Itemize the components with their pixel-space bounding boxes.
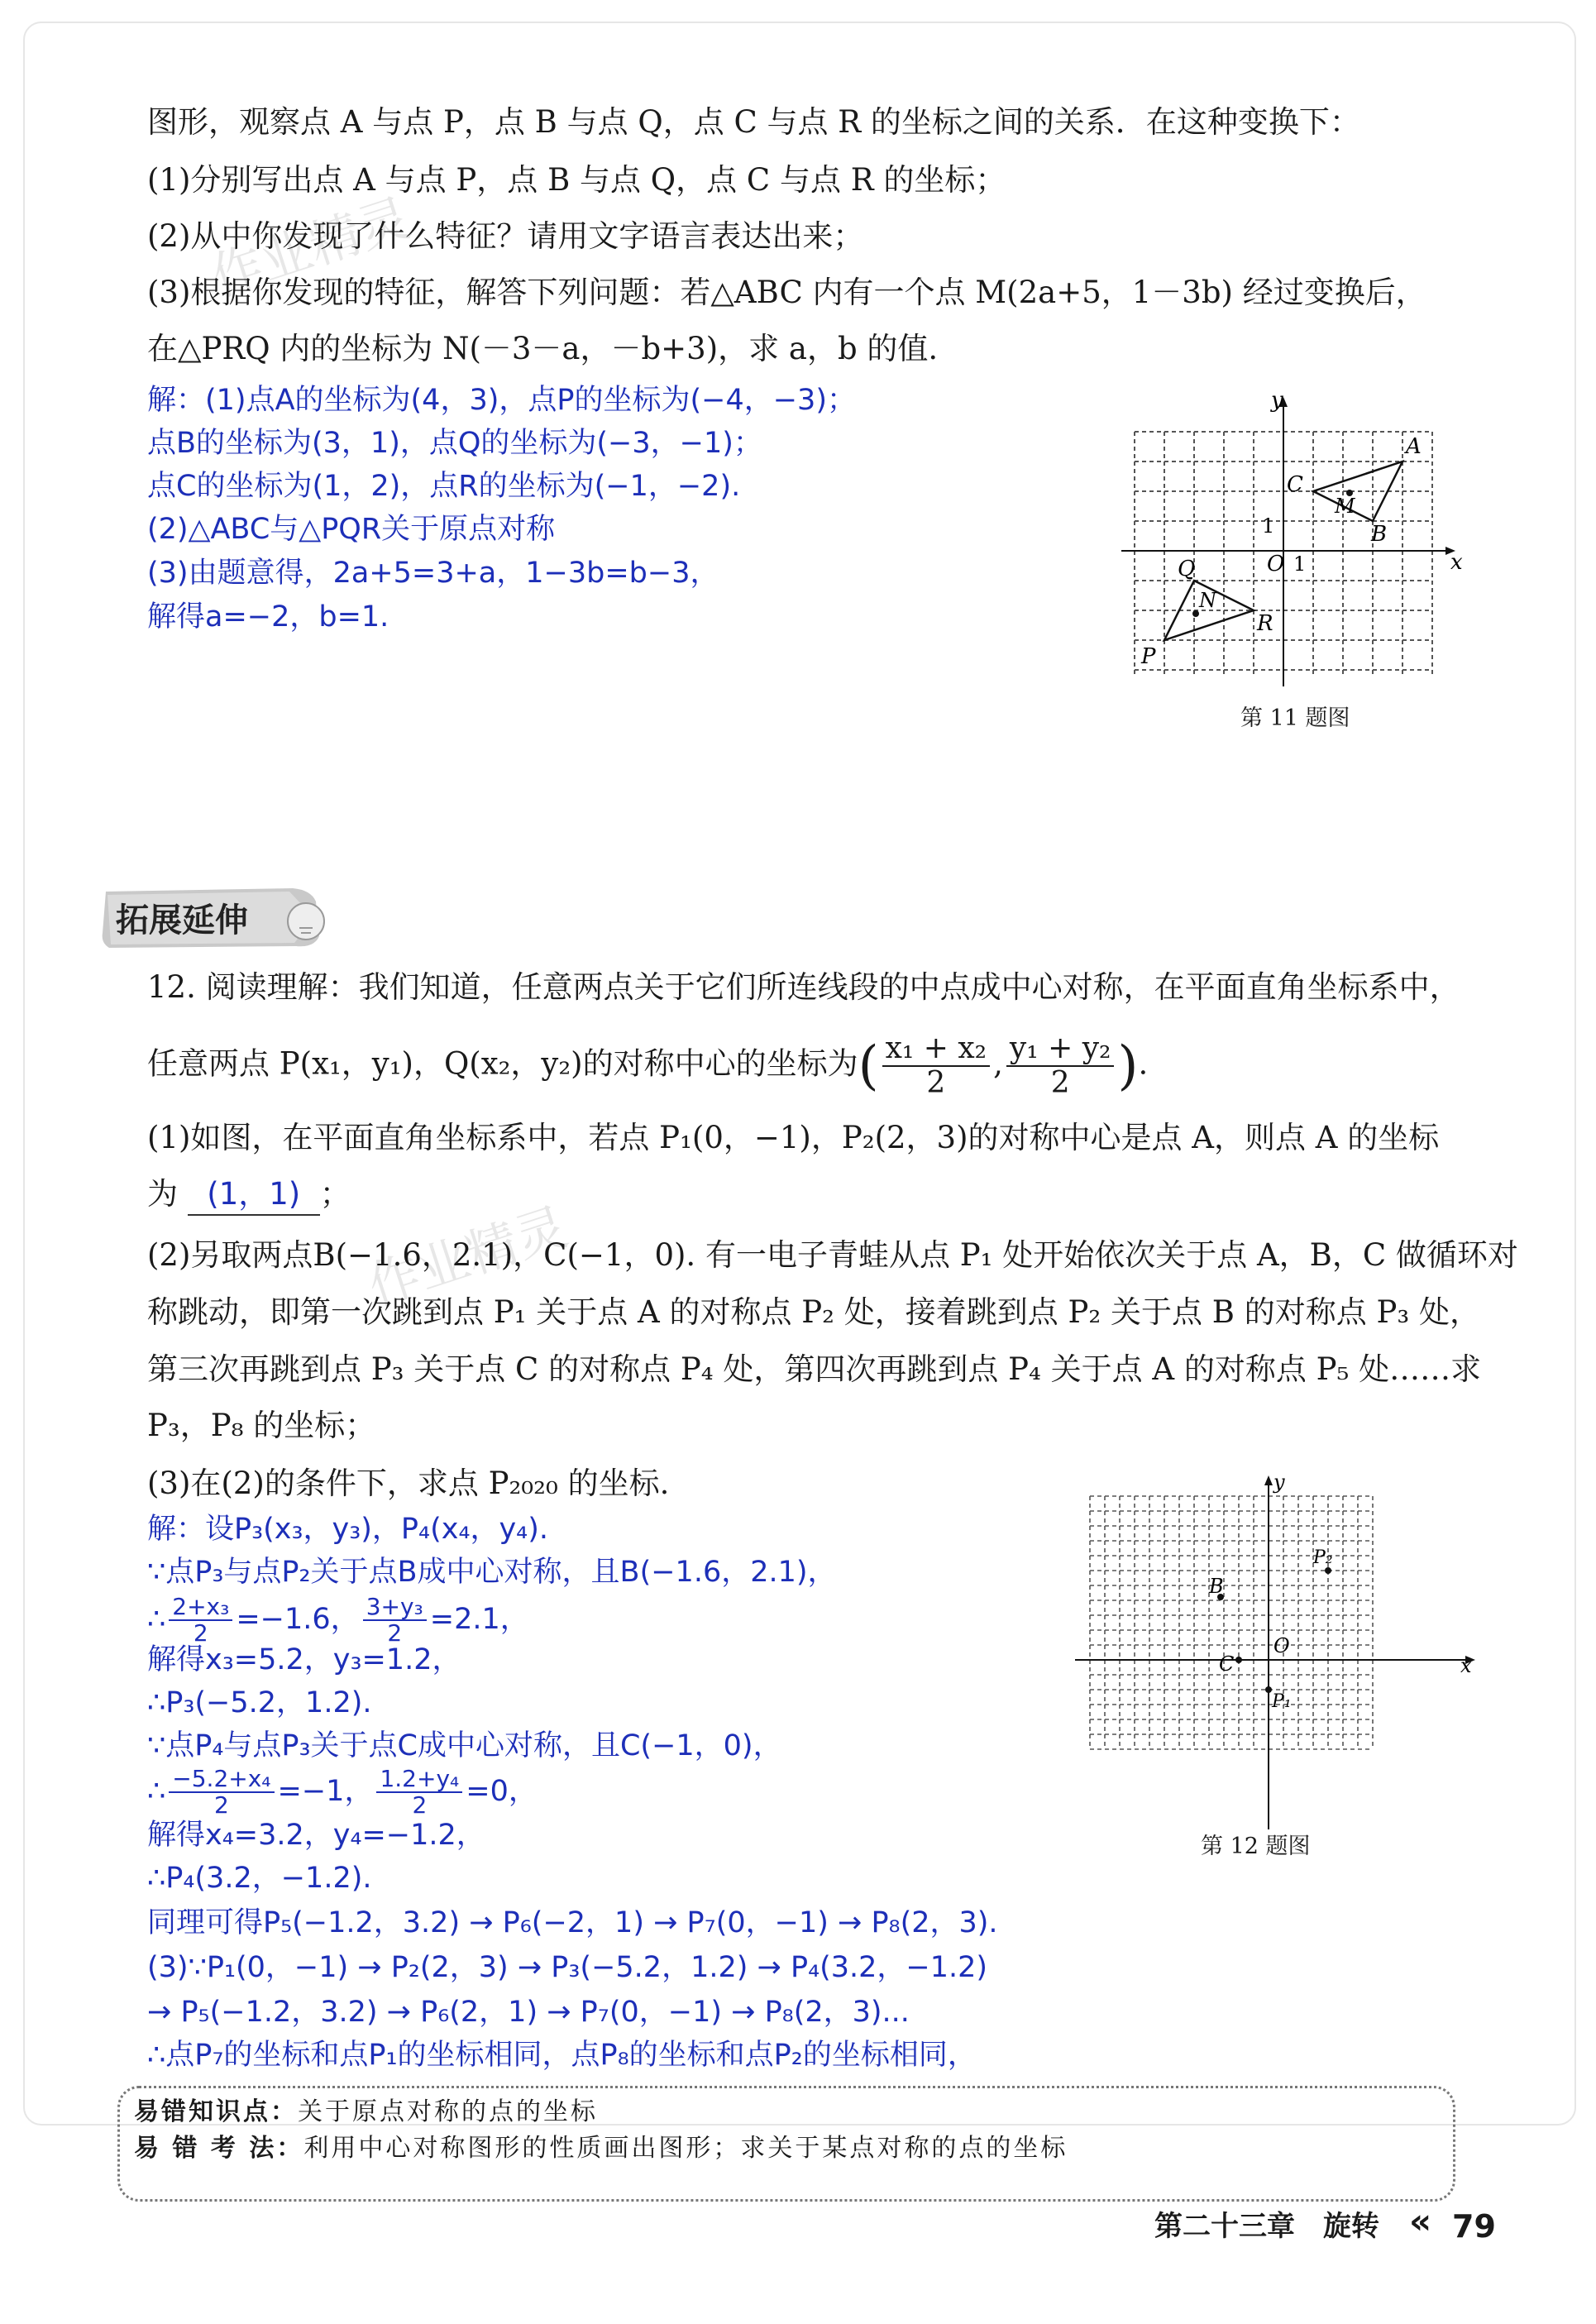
solution-line: 点C的坐标为(1，2)，点R的坐标为(−1，−2). — [147, 470, 741, 503]
tick-label-x: 1 — [1293, 552, 1307, 576]
problem12-part1: (1)如图，在平面直角坐标系中，若点 P₁(0，−1)，P₂(2，3)的对称中心是点 A，则点 A 的坐标 — [147, 1120, 1440, 1155]
solution-line: 解得x₄=3.2，y₄=−1.2， — [147, 1819, 485, 1852]
x-axis-label: x — [1450, 550, 1463, 575]
fraction: $\frac{\text{3+y₃}}{2}$ — [363, 1595, 427, 1646]
label-r: R — [1257, 611, 1273, 636]
solution-line: (3)由题意得，2a+5=3+a，1−3b=b−3， — [147, 557, 719, 590]
label-p2: P₂ — [1313, 1547, 1333, 1568]
label-a: A — [1406, 434, 1422, 459]
point-p1 — [1265, 1686, 1272, 1693]
figure-12 — [1067, 1472, 1480, 1836]
problem12-part1-answer-line: 为 (1，1) ； — [147, 1174, 351, 1216]
fraction-y: $\frac{\text{y₁ + y₂}}{2}$ — [1006, 1032, 1115, 1100]
section-title: 拓展延伸 — [116, 901, 248, 940]
origin-label: O — [1273, 1634, 1290, 1657]
watermark: 作业精灵 — [203, 187, 418, 308]
solution-line: 解得a=−2，b=1. — [147, 600, 389, 634]
solution-line: ∴ $\frac{\text{2+x₃}}{2}$ =−1.6， $\frac{\text{3+y₃}}{2}$ =2.1， — [147, 1593, 529, 1647]
paren-close: ) — [1117, 1035, 1139, 1097]
solution-line: ∴点P₇的坐标和点P₁的坐标相同，点P₈的坐标和点P₂的坐标相同， — [147, 2039, 977, 2072]
solution-line: 点B的坐标为(3，1)，点Q的坐标为(−3，−1)； — [147, 427, 762, 460]
solution-line: 解：设P₃(x₃，y₃)，P₄(x₄，y₄). — [147, 1513, 548, 1546]
problem11-line: 图形，观察点 A 与点 P，点 B 与点 Q，点 C 与点 R 的坐标之间的关系．在这种变换下： — [147, 104, 1360, 140]
footnote-label: 易错知识点： — [134, 2097, 298, 2126]
label-c: C — [1287, 472, 1303, 497]
y-axis-label: y — [1273, 1472, 1285, 1494]
chevron-left-icon: « — [1409, 2201, 1432, 2241]
problem12-part3: (3)在(2)的条件下，求点 P₂₀₂₀ 的坐标. — [147, 1466, 670, 1501]
paren-open: ( — [858, 1035, 879, 1097]
fraction: $\frac{\text{1.2+y₄}}{2}$ — [376, 1767, 462, 1818]
figure-11 — [1118, 389, 1465, 695]
solution-line: ∵点P₄与点P₃关于点C成中心对称，且C(−1，0)， — [147, 1729, 782, 1762]
solution-line: ∴ $\frac{\text{−5.2+x₄}}{2}$ =−1， $\frac{\text{1.2+y₄}}{2}$ =0， — [147, 1765, 538, 1819]
solution-line: → P₅(−1.2，3.2) → P₆(2，1) → P₇(0，−1) → P₈(2，3)... — [147, 1996, 910, 2029]
tick-label-y: 1 — [1262, 514, 1275, 538]
label-b: B — [1209, 1575, 1224, 1598]
solution-line: ∴P₄(3.2，−1.2). — [147, 1862, 372, 1895]
solution-line: 同理可得P₅(−1.2，3.2) → P₆(−2，1) → P₇(0，−1) → P₈(2，3). — [147, 1906, 998, 1939]
fraction-x: $\frac{\text{x₁ + x₂}}{2}$ — [882, 1032, 991, 1100]
footnote-line: 易 错 考 法：利用中心对称图形的性质画出图形；求关于某点对称的点的坐标 — [134, 2134, 1068, 2163]
fraction: $\frac{\text{−5.2+x₄}}{2}$ — [169, 1767, 274, 1818]
page-number: 79 — [1452, 2208, 1496, 2245]
solution-line: ∴P₃(−5.2，1.2). — [147, 1686, 372, 1719]
problem12-part2: P₃，P₈ 的坐标； — [147, 1408, 376, 1443]
x-axis-label: x — [1460, 1654, 1472, 1677]
label-c: C — [1219, 1652, 1235, 1676]
problem11-line: (2)从中你发现了什么特征？请用文字语言表达出来； — [147, 218, 864, 254]
label-m: M — [1335, 495, 1355, 518]
answer-blank: (1，1) — [188, 1174, 320, 1216]
y-axis-label: y — [1271, 389, 1283, 413]
grid — [1090, 1496, 1373, 1749]
solution-line: ∵点P₃与点P₂关于点B成中心对称，且B(−1.6，2.1)， — [147, 1556, 837, 1589]
solution-line: 解：(1)点A的坐标为(4，3)，点P的坐标为(−4，−3)； — [147, 384, 856, 417]
problem12-part2: (2)另取两点B(−1.6，2.1)，C(−1，0). 有一电子青蛙从点 P₁ 处开始依次关于点 A，B，C 做循环对 — [147, 1237, 1518, 1273]
chapter-title: 第二十三章 旋转 — [1154, 2210, 1379, 2243]
figure-11-caption: 第 11 题图 — [1240, 705, 1350, 731]
fraction: $\frac{\text{2+x₃}}{2}$ — [169, 1595, 232, 1646]
problem12-intro: 12. 阅读理解：我们知道，任意两点关于它们所连线段的中点成中心对称，在平面直角坐标系中， — [147, 969, 1460, 1005]
watermark: 作业精灵 — [361, 1196, 575, 1317]
label-p: P — [1141, 644, 1156, 669]
footnote-line: 易错知识点：关于原点对称的点的坐标 — [134, 2097, 598, 2126]
solution-line: (3)∵P₁(0，−1) → P₂(2，3) → P₃(−5.2，1.2) → P₄(3.2，−1.2) — [147, 1951, 988, 1984]
label-n: N — [1199, 589, 1216, 612]
point-n — [1192, 610, 1199, 617]
problem11-line: 在△PRQ 内的坐标为 N(－3－a，－b+3)，求 a，b 的值. — [147, 331, 939, 366]
problem12-part2: 称跳动，即第一次跳到点 P₁ 关于点 A 的对称点 P₂ 处，接着跳到点 P₂ 关于点 B 的对称点 P₃ 处， — [147, 1294, 1480, 1330]
figure-12-caption: 第 12 题图 — [1201, 1834, 1311, 1859]
point-p2 — [1325, 1567, 1331, 1574]
problem12-part2: 第三次再跳到点 P₃ 关于点 C 的对称点 P₄ 处，第四次再跳到点 P₄ 关于点 A 的对称点 P₅ 处……求 — [147, 1351, 1482, 1387]
section-banner — [98, 885, 331, 951]
solution-line: 解得x₃=5.2，y₃=1.2， — [147, 1643, 461, 1676]
problem11-line: (1)分别写出点 A 与点 P，点 B 与点 Q，点 C 与点 R 的坐标； — [147, 162, 1006, 198]
label-p1: P₁ — [1272, 1691, 1292, 1712]
point-c — [1235, 1657, 1242, 1663]
label-q: Q — [1178, 557, 1196, 581]
problem11-line: (3)根据你发现的特征，解答下列问题：若△ABC 内有一个点 M(2a+5，1－3b) 经过变换后， — [147, 275, 1426, 310]
footnote-label: 易 错 考 法： — [134, 2134, 304, 2163]
formula-intro: 任意两点 P(x₁，y₁)，Q(x₂，y₂)的对称中心的坐标为 — [147, 1045, 858, 1082]
lightbulb-icon — [288, 903, 324, 940]
origin-label: O — [1267, 552, 1285, 576]
label-b: B — [1371, 522, 1388, 547]
solution-line: (2)△ABC与△PQR关于原点对称 — [147, 513, 556, 546]
problem12-formula-line: 任意两点 P(x₁，y₁)，Q(x₂，y₂)的对称中心的坐标为( $\frac{\text{x₁ + x₂}}{2}$ , $\frac{\text{y₁ + y₂}}{2}$ ). — [147, 1031, 1149, 1100]
